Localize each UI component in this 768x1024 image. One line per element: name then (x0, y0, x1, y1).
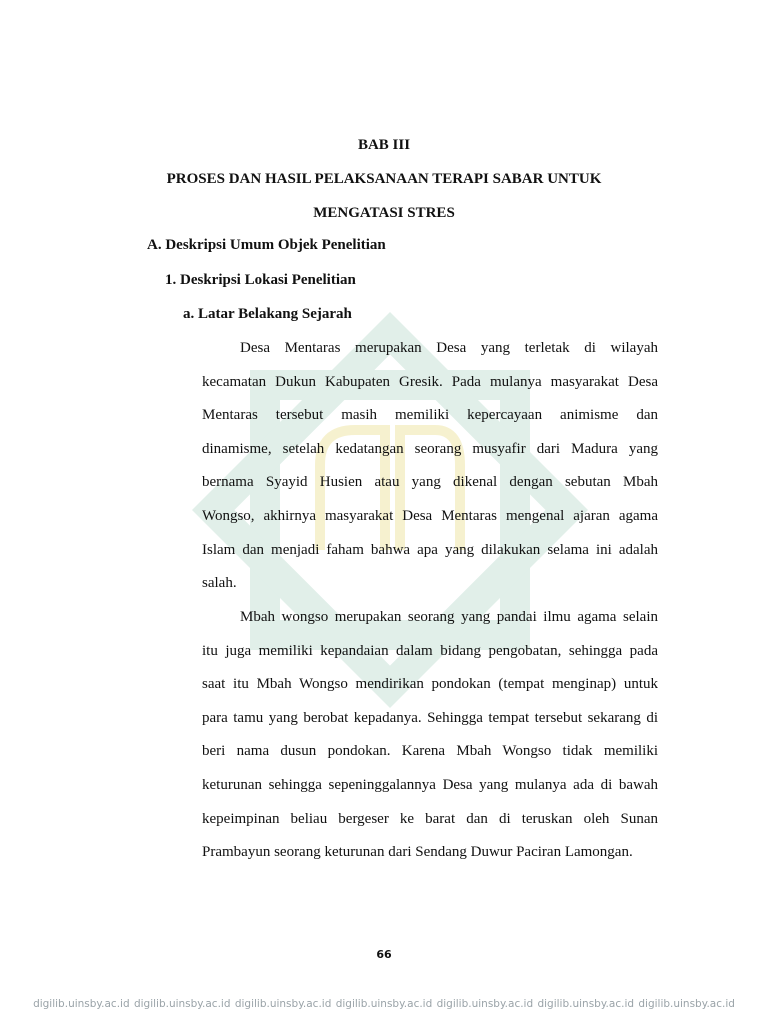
paragraph-line: beri nama dusun pondokan. Karena Mbah Wongso tidak memiliki (202, 743, 658, 760)
paragraph-line: Mentaras tersebut masih memiliki kepercayaan animisme dan (202, 407, 658, 424)
subsection-heading-1: 1. Deskripsi Lokasi Penelitian (165, 272, 356, 288)
paragraph-line: Islam dan menjadi faham bahwa apa yang dilakukan selama ini adalah (202, 541, 658, 558)
paragraph-2 (202, 606, 658, 875)
paragraph-line: Prambayun seorang keturunan dari Sendang Duwur Paciran Lamongan. (202, 844, 633, 861)
paragraph-line: Mbah wongso merupakan seorang yang pandai ilmu agama selain (240, 609, 658, 625)
paragraph-line: itu juga memiliki kepandaian dalam bidang pengobatan, sehingga pada (202, 642, 658, 659)
paragraph-line: kepeimpinan beliau bergeser ke barat dan di teruskan oleh Sunan (202, 810, 658, 827)
paragraph-line: dinamisme, setelah kedatangan seorang musyafir dari Madura yang (202, 440, 658, 457)
chapter-heading: BAB III (357, 137, 411, 153)
paragraph-line: keturunan sehingga sepeninggalannya Desa yang mulanya ada di bawah (202, 776, 658, 793)
page-number: 66 (376, 948, 392, 961)
paragraph-line: para tamu yang berobat kepadanya. Sehingga tempat tersebut sekarang di (202, 709, 658, 726)
paragraph-line: kecamatan Dukun Kabupaten Gresik. Pada mulanya masyarakat Desa (202, 373, 658, 390)
subsection-heading-a: a. Latar Belakang Sejarah (183, 306, 352, 322)
paragraph-line: salah. (202, 575, 237, 592)
paragraph-line: Desa Mentaras merupakan Desa yang terletak di wilayah (240, 340, 658, 356)
paragraph-1 (202, 337, 658, 606)
paragraph-line: bernama Syayid Husien atau yang dikenal dengan sebutan Mbah (202, 474, 658, 491)
chapter-title-line-1: PROSES DAN HASIL PELAKSANAAN TERAPI SABAR UNTUK (166, 171, 602, 187)
paragraph-line: Wongso, akhirnya masyarakat Desa Mentaras mengenal ajaran agama (202, 507, 658, 524)
footer-watermark-text: digilib.uinsby.ac.id digilib.uinsby.ac.id digilib.uinsby.ac.id digilib.uinsby.ac.id digilib.uinsby.ac.id digilib.uinsby.ac.id digilib.uinsby.ac.id (33, 998, 735, 1010)
chapter-title-line-2: MENGATASI STRES (313, 205, 455, 221)
paragraph-line: saat itu Mbah Wongso mendirikan pondokan (tempat menginap) untuk (202, 676, 658, 693)
section-heading-a: A. Deskripsi Umum Objek Penelitian (147, 237, 386, 253)
